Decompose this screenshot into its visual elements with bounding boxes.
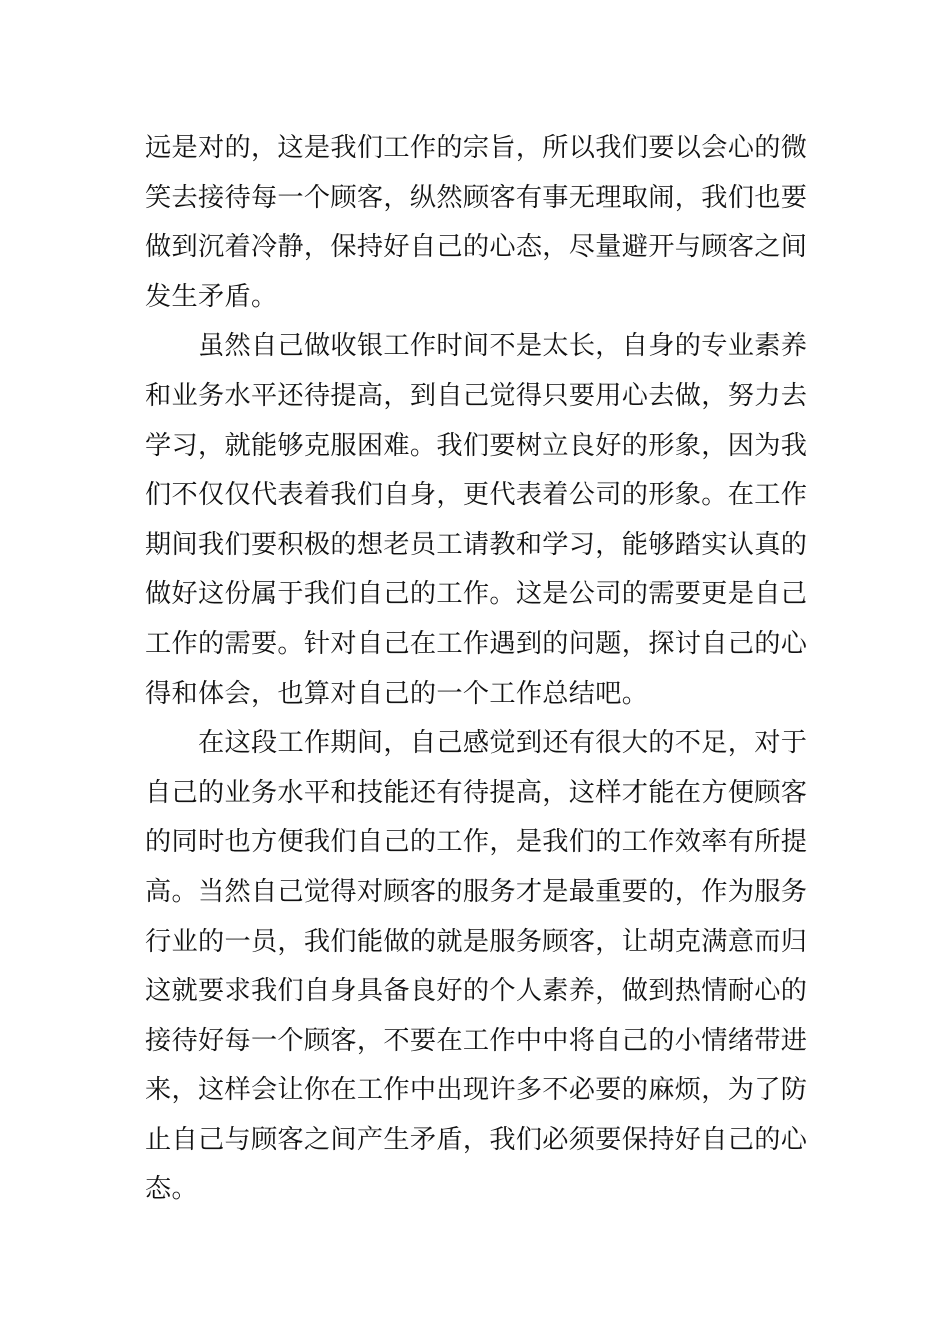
text-line: 们不仅仅代表着我们自身，更代表着公司的形象。在工作 [145,480,808,511]
text-line: 高。当然自己觉得对顾客的服务才是最重要的，作为服务 [145,876,808,907]
text-line: 做到沉着冷静，保持好自己的心态，尽量避开与顾客之间 [145,232,808,263]
text-line: 的同时也方便我们自己的工作，是我们的工作效率有所提 [145,827,808,858]
text-line: 止自己与顾客之间产生矛盾，我们必须要保持好自己的心 [145,1124,808,1155]
text-line: 态。 [145,1174,198,1205]
text-line: 学习，就能够克服困难。我们要树立良好的形象，因为我 [145,430,808,461]
text-line: 得和体会，也算对自己的一个工作总结吧。 [145,678,649,709]
paragraph-1 [145,124,808,322]
text-line: 自己的业务水平和技能还有待提高，这样才能在方便顾客 [145,777,808,808]
text-line: 来，这样会让你在工作中出现许多不必要的麻烦，为了防 [145,1075,808,1106]
text-line: 行业的一员，我们能做的就是服务顾客，让胡克满意而归 [145,926,808,957]
text-line: 和业务水平还待提高，到自己觉得只要用心去做，努力去 [145,380,808,411]
document-body [145,124,808,1215]
text-line: 远是对的，这是我们工作的宗旨，所以我们要以会心的微 [145,133,808,163]
text-line: 这就要求我们自身具备良好的个人素养，做到热情耐心的 [145,976,808,1007]
text-line: 发生矛盾。 [145,281,278,312]
text-line: 笑去接待每一个顾客，纵然顾客有事无理取闹，我们也要 [145,182,808,213]
text-line: 工作的需要。针对自己在工作遇到的问题，探讨自己的心 [145,628,808,659]
text-line: 期间我们要积极的想老员工请教和学习，能够踏实认真的 [145,529,808,560]
paragraph-3 [145,719,808,1215]
text-line: 虽然自己做收银工作时间不是太长，自身的专业素养 [198,331,808,362]
text-line: 接待好每一个顾客，不要在工作中中将自己的小情绪带进 [145,1025,808,1056]
text-line: 在这段工作期间，自己感觉到还有很大的不足，对于 [198,728,808,759]
text-line: 做好这份属于我们自己的工作。这是公司的需要更是自己 [145,579,808,610]
paragraph-2 [145,322,808,719]
